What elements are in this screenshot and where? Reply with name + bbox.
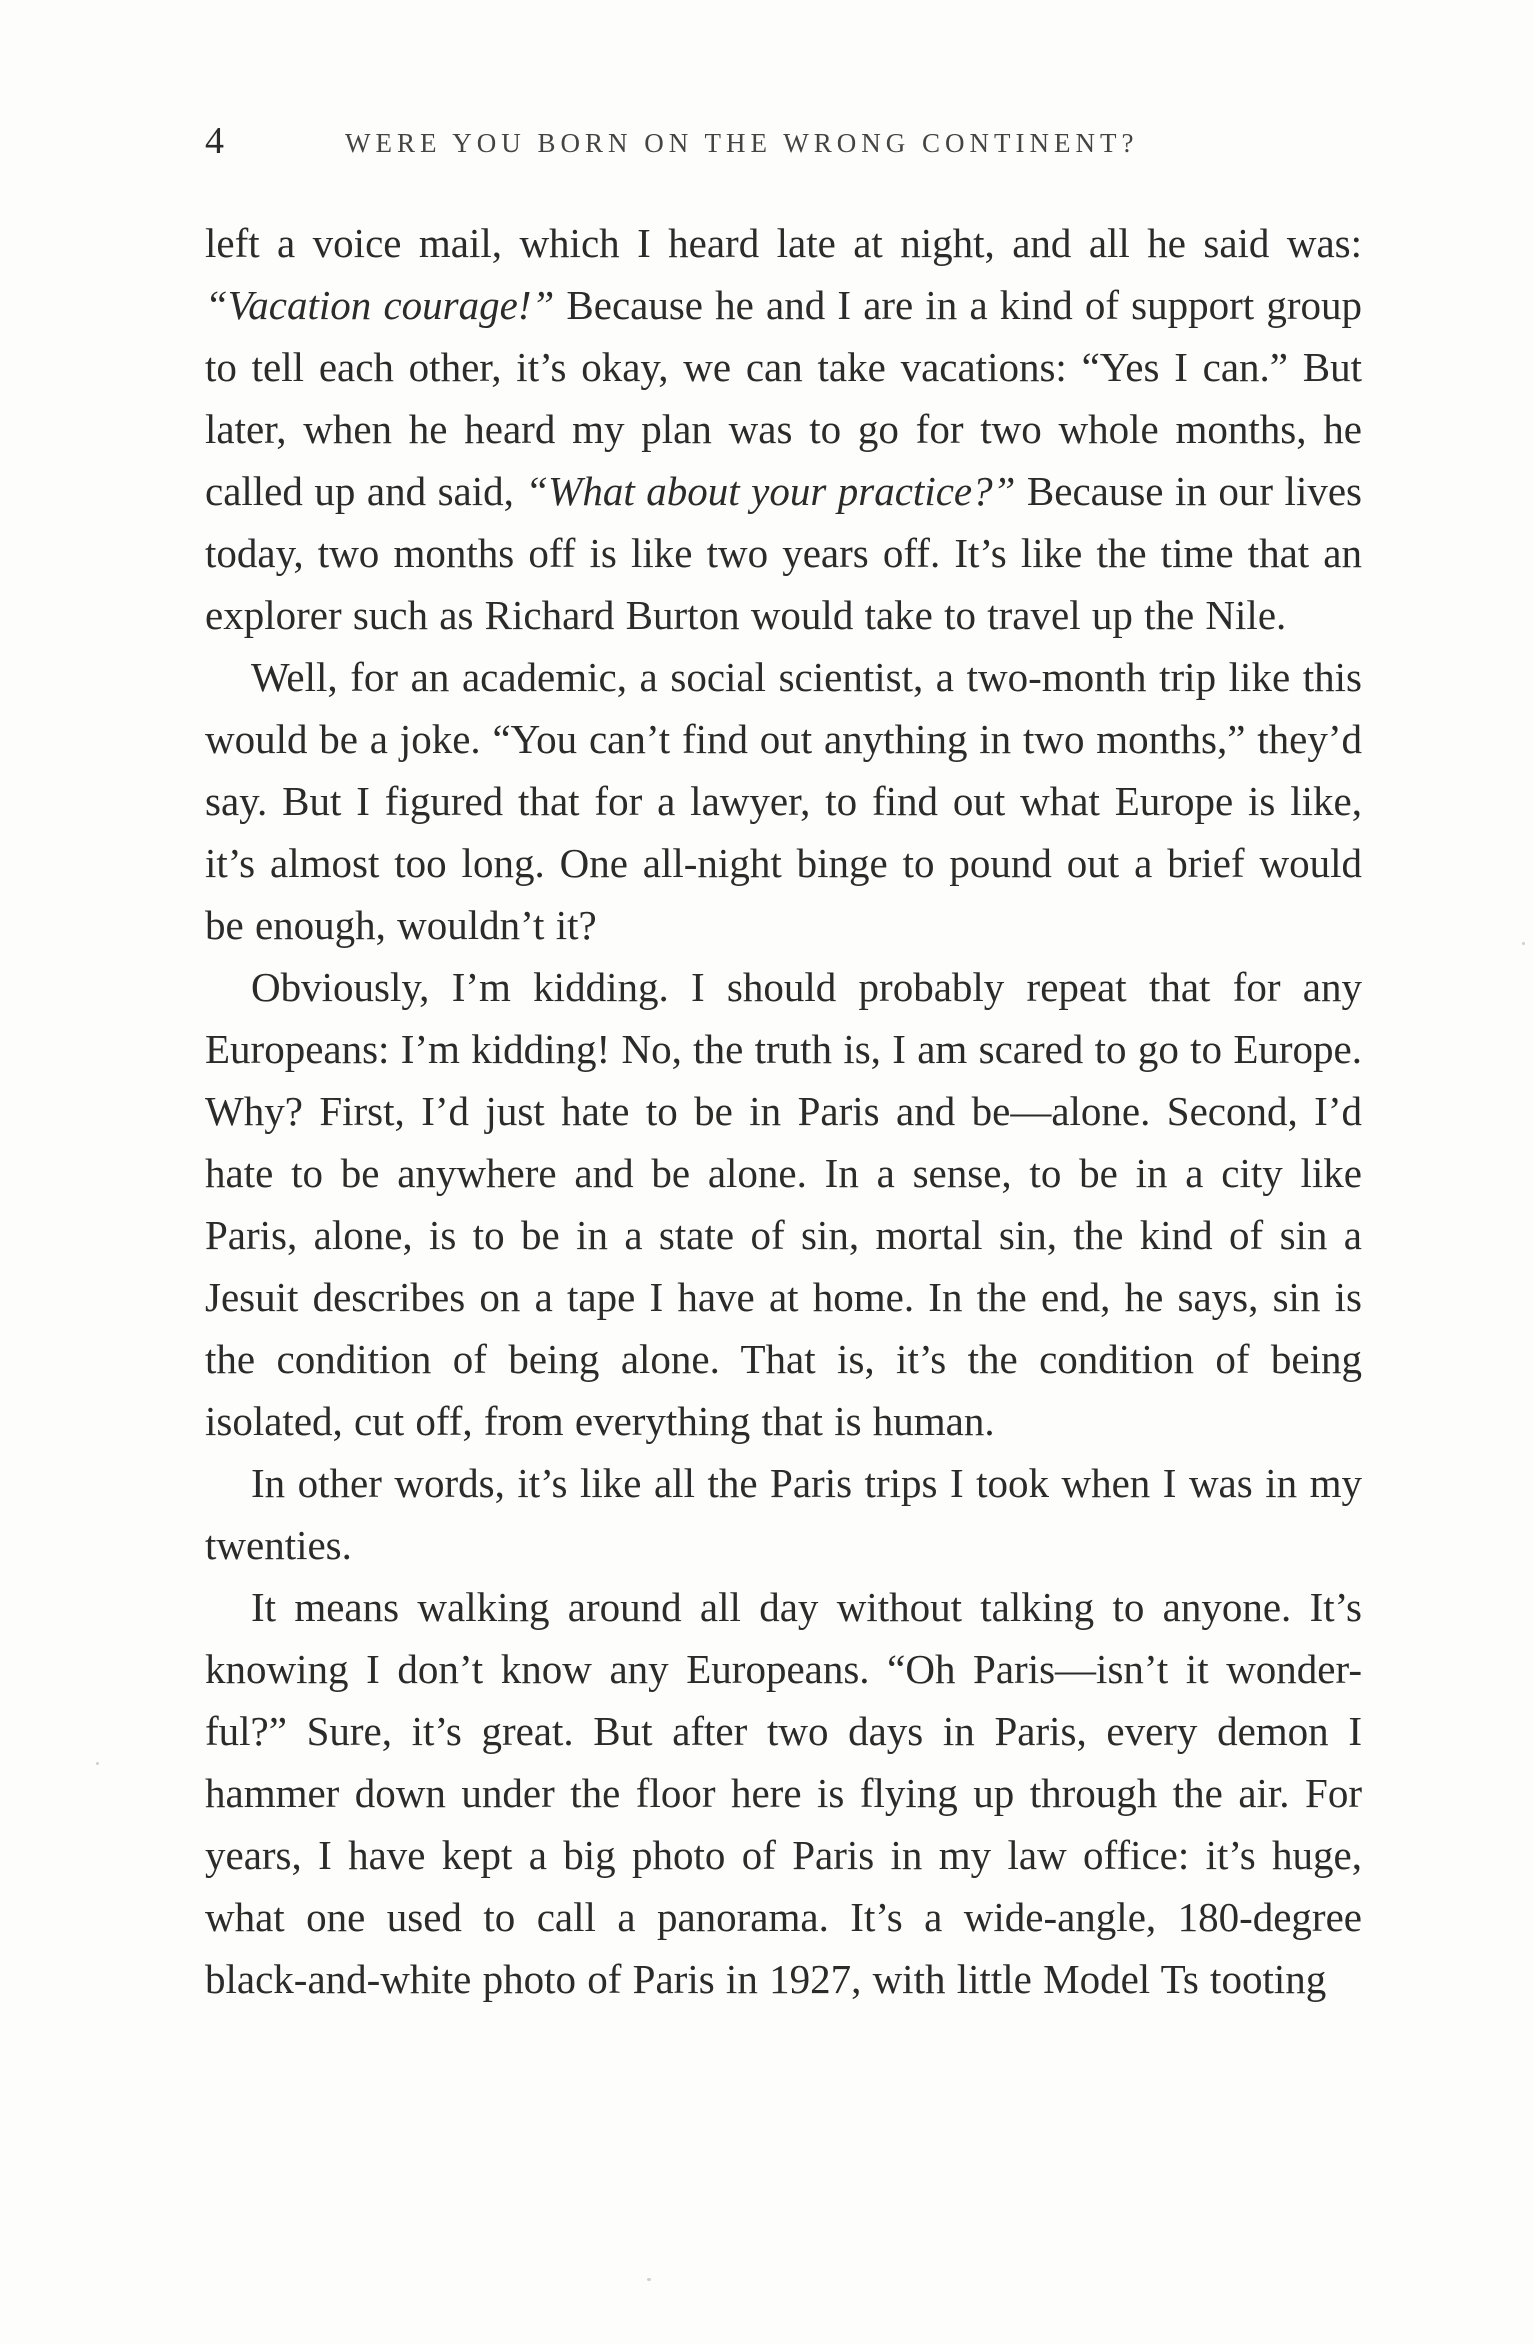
paragraph-1-quote-vacation-courage: “Vacation courage!” (205, 282, 555, 328)
running-head-title: WERE YOU BORN ON THE WRONG CONTINENT? (345, 128, 1139, 158)
paragraph-1-part-c: Because he and I are in a kind of support group to tell each other, it’s okay, we can take vacations: “Yes I can.” But later, when he heard my plan was to go for two whole months, he called up and said, (205, 282, 1362, 514)
page-number: 4 (205, 120, 224, 162)
body-text (205, 212, 1362, 2010)
running-head (205, 118, 1365, 164)
scan-speck (647, 2278, 651, 2281)
paragraph-1-quote-practice: “What about your practice?” (525, 468, 1016, 514)
paragraph-3: Obviously, I’m kidding. I should probably repeat that for any Europeans: I’m kidding! No, the truth is, I am scared to go to Europe. Why? First, I’d just hate to be in Paris and be—alone. Second, I’d hate to be anywhere and be alone. In a sense, to be in a city like Paris, alone, is to be in a state of sin, mortal sin, the kind of sin a Jesuit describes on a tape I have at home. In the end, he says, sin is the condition of being alone. That is, it’s the condition of being isolated, cut off, from everything that is human. (205, 964, 1362, 1444)
paragraph-1 (205, 212, 1362, 646)
scan-speck (96, 1762, 99, 1765)
paragraph-5: It means walking around all day without talking to anyone. It’s knowing I don’t know any Europeans. “Oh Paris—isn’t it wonder-ful?” Sure, it’s great. But after two days in Paris, every demon I hammer down under the floor here is flying up through the air. For years, I have kept a big photo of Paris in my law office: it’s huge, what one used to call a panorama. It’s a wide-angle, 180-degree black-and-white photo of Paris in 1927, with little Model Ts tooting (205, 1584, 1362, 2002)
paragraph-1-part-e: Because in our lives today, two months off is like two years off. It’s like the time that an explorer such as Richard Burton would take to travel up the Nile. (205, 468, 1362, 638)
paragraph-4: In other words, it’s like all the Paris trips I took when I was in my twenties. (205, 1460, 1362, 1568)
paragraph-2: Well, for an academic, a social scientist, a two-month trip like this would be a joke. “You can’t find out anything in two months,” they’d say. But I figured that for a lawyer, to find out what Europe is like, it’s almost too long. One all-night binge to pound out a brief would be enough, wouldn’t it? (205, 654, 1362, 948)
scan-speck (1522, 942, 1525, 945)
paragraph-1-part-a: left a voice mail, which I heard late at night, and all he said was: (205, 220, 1362, 266)
